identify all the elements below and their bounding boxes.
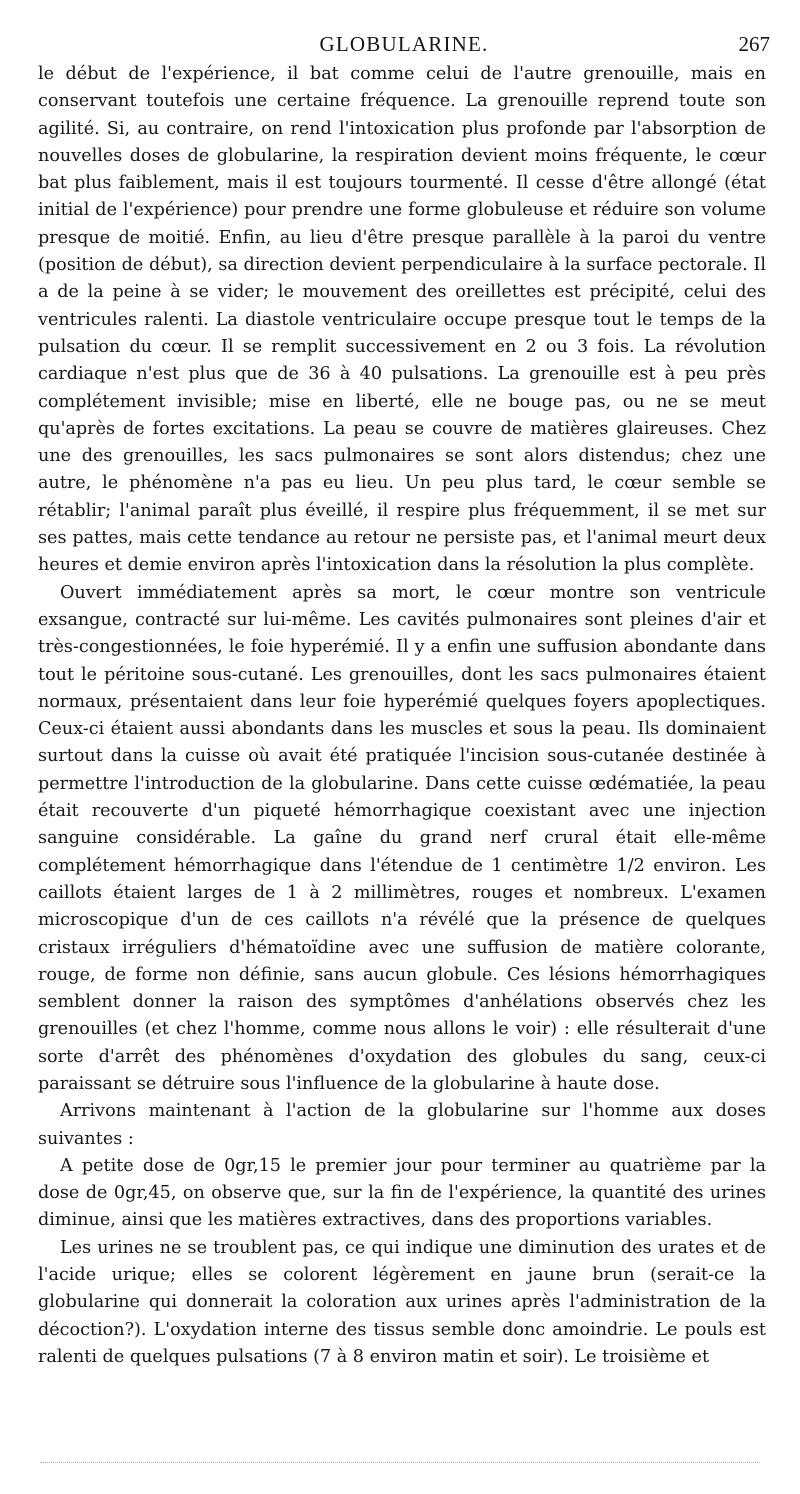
- paragraph-urines: Les urines ne se troublent pas, ce qui indique une diminution des urates et de l'acide urique; elles se colorent légèrement en jaune brun (serait-ce la globularine qui donnerait la coloration aux urines après l'administration de la décoction?). L'oxydation interne des tissus semble donc amoindrie. Le pouls est ralenti de quelques pulsations (7 à 8 environ matin et soir). Le troisième et: [38, 1237, 766, 1367]
- paragraph-continued: le début de l'expérience, il bat comme celui de l'autre grenouille, mais en conservant toutefois une certaine fréquence. La grenouille reprend toute son agilité. Si, au contraire, on rend l'intoxication plus profonde par l'absorption de nouvelles doses de globularine, la respiration devient moins fréquente, le cœur bat plus faiblement, mais il est toujours tourmenté. Il cesse d'être allongé (état initial de l'expérience) pour prendre une forme globuleuse et réduire son volume presque de moitié. Enfin, au lieu d'être presque parallèle à la paroi du ventre (position de début), sa direction devient perpendiculaire à la surface pectorale. Il a de la peine à se vider; le mouvement des oreillettes est précipité, celui des ventricules ralenti. La diastole ventriculaire occupe presque tout le temps de la pulsation du cœur. Il se remplit successivement en 2 ou 3 fois. La révolution cardiaque n'est plus que de 36 à 40 pulsations. La grenouille est à peu près complétement invisible; mise en liberté, elle ne bouge pas, ou ne se meut qu'après de fortes excitations. La peau se couvre de matières glaireuses. Chez une des grenouilles, les sacs pulmonaires se sont alors distendus; chez une autre, le phénomène n'a pas eu lieu. Un peu plus tard, le cœur semble se rétablir; l'animal paraît plus éveillé, il respire plus fréquemment, il se met sur ses pattes, mais cette tendance au retour ne persiste pas, et l'animal meurt deux heures et demie environ après l'intoxication dans la résolution la plus complète.: [38, 64, 766, 576]
- running-title: GLOBULARINE.: [319, 32, 489, 56]
- body-text: [38, 61, 766, 1371]
- paragraph-small-dose: A petite dose de 0gr,15 le premier jour pour terminer au quatrième par la dose de 0gr,45, on observe que, sur la fin de l'expérience, la quantité des urines diminue, ainsi que les matières extractives, dans des proportions variables.: [38, 1155, 766, 1231]
- paragraph-human-action: Arrivons maintenant à l'action de la globularine sur l'homme aux doses suivantes :: [38, 1101, 766, 1149]
- running-head: [38, 30, 770, 58]
- page-number: 267: [738, 32, 770, 56]
- page-bottom-marks: [40, 1462, 760, 1463]
- paragraph-autopsy: Ouvert immédiatement après sa mort, le cœur montre son ventricule exsangue, contracté sur lui-même. Les cavités pulmonaires sont pleines d'air et très-congestionnées, le foie hyperémié. Il y a enfin une suffusion abondante dans tout le péritoine sous-cutané. Les grenouilles, dont les sacs pulmonaires étaient normaux, présentaient dans leur foie hyperémié quelques foyers apoplectiques. Ceux-ci étaient aussi abondants dans les muscles et sous la peau. Ils dominaient surtout dans la cuisse où avait été pratiquée l'incision sous-cutanée destinée à permettre l'introduction de la globularine. Dans cette cuisse œdématiée, la peau était recouverte d'un piqueté hémorrhagique coexistant avec une injection sanguine considérable. La gaîne du grand nerf crural était elle-même complétement hémorrhagique dans l'étendue de 1 centimètre 1/2 environ. Les caillots étaient larges de 1 à 2 millimètres, rouges et nombreux. L'examen microscopique d'un de ces caillots n'a révélé que la présence de quelques cristaux irréguliers d'hématoïdine avec une suffusion de matière colorante, rouge, de forme non définie, sans aucun globule. Ces lésions hémorrhagiques semblent donner la raison des symptômes d'anhélations observés chez les grenouilles (et chez l'homme, comme nous allons le voir) : elle résulterait d'une sorte d'arrêt des phénomènes d'oxydation des globules du sang, ceux-ci paraissant se détruire sous l'influence de la globularine à haute dose.: [38, 582, 766, 1094]
